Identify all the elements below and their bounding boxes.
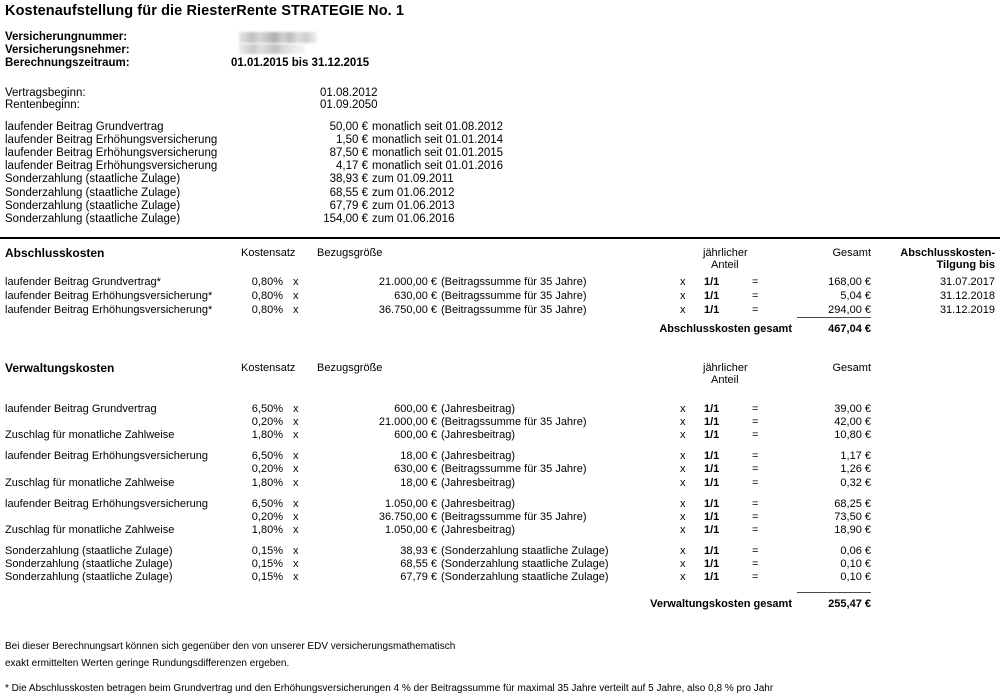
administration-row-share: 1/1 <box>704 463 720 476</box>
acquisition-row-multiply-1: x <box>293 289 299 302</box>
administration-row-multiply-1: x <box>293 403 299 415</box>
administration-row-rate: 0,20% <box>251 463 283 476</box>
administration-row-multiply-1: x <box>293 510 299 523</box>
contribution-name: laufender Beitrag Grundvertrag <box>5 121 164 133</box>
administration-row-base-amount: 36.750,00 € <box>378 510 437 523</box>
administration-row-base-note: (Sonderzahlung staatliche Zulage) <box>441 544 609 557</box>
administration-row-share: 1/1 <box>704 403 720 415</box>
administration-section-title: Verwaltungskosten <box>5 361 115 375</box>
contribution-amount: 4,17 € <box>336 160 368 173</box>
contribution-amount: 87,50 € <box>329 147 368 160</box>
administration-row-base-note: (Sonderzahlung staatliche Zulage) <box>441 558 609 570</box>
administration-row-share: 1/1 <box>704 450 720 463</box>
contribution-period: monatlich seit 01.01.2015 <box>372 147 504 160</box>
administration-row-rate: 0,20% <box>251 416 283 429</box>
period-label: Berechnungszeitraum: <box>5 57 130 69</box>
administration-row-multiply-1: x <box>293 571 299 584</box>
administration-row-share: 1/1 <box>704 510 720 523</box>
acquisition-row-total: 5,04 € <box>840 289 871 302</box>
administration-row-base-amount: 68,55 € <box>400 558 437 570</box>
acquisition-row-base-note: (Beitragssumme für 35 Jahre) <box>441 289 587 302</box>
acquisition-row-total: 168,00 € <box>828 276 871 288</box>
acquisition-row-share: 1/1 <box>704 303 720 316</box>
acquisition-row-base-amount: 21.000,00 € <box>378 276 437 288</box>
administration-row-total: 42,00 € <box>834 416 871 429</box>
administration-row-share: 1/1 <box>704 497 720 510</box>
acquisition-row-rate: 0,80% <box>251 289 283 302</box>
administration-row-label: Sonderzahlung (staatliche Zulage) <box>5 571 173 584</box>
administration-row-rate: 0,15% <box>251 571 283 584</box>
administration-row-multiply-1: x <box>293 463 299 476</box>
administration-row-rate: 1,80% <box>251 523 283 536</box>
contribution-amount: 67,79 € <box>329 199 368 212</box>
administration-total-label: Verwaltungskosten gesamt <box>650 598 792 610</box>
administration-row-label: laufender Beitrag Erhöhungsversicherung <box>5 497 209 510</box>
administration-row-multiply-2: x <box>680 558 686 570</box>
administration-row-share: 1/1 <box>704 571 720 584</box>
policy-number-redaction <box>239 32 317 43</box>
administration-row-base-note: (Jahresbeitrag) <box>441 476 515 489</box>
administration-row-rate: 6,50% <box>251 450 283 463</box>
pension-start-value: 01.09.2050 <box>320 99 378 111</box>
administration-row-multiply-2: x <box>680 544 686 557</box>
pension-start-label: Rentenbeginn: <box>5 99 80 111</box>
administration-row-multiply-2: x <box>680 497 686 510</box>
administration-row-label: Zuschlag für monatliche Zahlweise <box>5 476 175 489</box>
contribution-period: zum 01.09.2011 <box>372 173 454 186</box>
administration-row-rate: 1,80% <box>251 429 283 442</box>
policy-holder-label: Versicherungsnehmer: <box>5 44 130 56</box>
administration-row-equals: = <box>752 403 759 415</box>
administration-row-label: laufender Beitrag Grundvertrag <box>5 403 157 415</box>
contribution-name: Sonderzahlung (staatliche Zulage) <box>5 212 181 225</box>
administration-row-multiply-1: x <box>293 416 299 429</box>
administration-row-multiply-2: x <box>680 571 686 584</box>
acquisition-header-annual-1: jährlicher <box>703 247 748 259</box>
administration-row-equals: = <box>752 523 759 536</box>
administration-row-multiply-1: x <box>293 558 299 570</box>
administration-row-multiply-2: x <box>680 510 686 523</box>
acquisition-row-multiply-2: x <box>680 276 686 288</box>
acquisition-row-multiply-1: x <box>293 276 299 288</box>
administration-row-base-note: (Beitragssumme für 35 Jahre) <box>441 510 587 523</box>
administration-row-label: Zuschlag für monatliche Zahlweise <box>5 523 175 536</box>
administration-header-rate: Kostensatz <box>241 362 296 374</box>
administration-row-multiply-2: x <box>680 463 686 476</box>
administration-row-equals: = <box>752 571 759 584</box>
administration-row-label: laufender Beitrag Erhöhungsversicherung <box>5 450 209 463</box>
administration-row-total: 39,00 € <box>834 403 871 415</box>
contribution-amount: 68,55 € <box>329 186 368 199</box>
administration-row-equals: = <box>752 497 759 510</box>
contribution-period: monatlich seit 01.01.2014 <box>372 134 504 147</box>
administration-row-base-amount: 1.050,00 € <box>385 523 437 536</box>
administration-row-base-note: (Jahresbeitrag) <box>441 497 515 510</box>
administration-row-base-amount: 18,00 € <box>400 476 437 489</box>
administration-row-multiply-1: x <box>293 450 299 463</box>
acquisition-header-total: Gesamt <box>832 247 871 259</box>
administration-row-total: 0,10 € <box>840 571 871 584</box>
administration-row-rate: 1,80% <box>251 476 283 489</box>
acquisition-total-label: Abschlusskosten gesamt <box>659 323 792 335</box>
administration-row-base-amount: 1.050,00 € <box>385 497 437 510</box>
policy-number-label: Versicherungnummer: <box>5 31 128 43</box>
administration-row-total: 18,90 € <box>834 523 871 536</box>
acquisition-row-total: 294,00 € <box>828 303 871 316</box>
acquisition-row-share: 1/1 <box>704 276 720 288</box>
administration-row-rate: 6,50% <box>251 403 283 415</box>
acquisition-row-rate: 0,80% <box>251 303 283 316</box>
contribution-name: Sonderzahlung (staatliche Zulage) <box>5 186 181 199</box>
contribution-amount: 38,93 € <box>329 173 368 186</box>
administration-row-multiply-2: x <box>680 429 686 442</box>
administration-row-multiply-2: x <box>680 450 686 463</box>
contribution-name: Sonderzahlung (staatliche Zulage) <box>5 199 181 212</box>
administration-header-annual-2: Anteil <box>711 374 739 386</box>
administration-row-label: Zuschlag für monatliche Zahlweise <box>5 429 175 442</box>
administration-row-total: 1,26 € <box>840 463 871 476</box>
administration-row-equals: = <box>752 416 759 429</box>
administration-row-total: 73,50 € <box>834 510 871 523</box>
administration-row-base-amount: 67,79 € <box>400 571 437 584</box>
administration-row-total: 10,80 € <box>834 429 871 442</box>
administration-row-multiply-2: x <box>680 403 686 415</box>
administration-total-value: 255,47 € <box>828 598 871 610</box>
acquisition-row-equals: = <box>752 289 759 302</box>
acquisition-row-label: laufender Beitrag Grundvertrag* <box>5 276 161 288</box>
administration-row-multiply-1: x <box>293 476 299 489</box>
acquisition-row-label: laufender Beitrag Erhöhungsversicherung* <box>5 289 213 302</box>
administration-row-base-amount: 600,00 € <box>394 429 437 442</box>
administration-row-base-note: (Beitragssumme für 35 Jahre) <box>441 463 587 476</box>
administration-total-rule <box>797 592 871 593</box>
acquisition-row-multiply-2: x <box>680 303 686 316</box>
administration-row-share: 1/1 <box>704 429 720 442</box>
administration-header-total: Gesamt <box>832 362 871 374</box>
administration-row-multiply-1: x <box>293 429 299 442</box>
page-title: Kostenaufstellung für die RiesterRente STRATEGIE No. 1 <box>5 3 405 19</box>
administration-row-share: 1/1 <box>704 416 720 429</box>
administration-row-base-note: (Jahresbeitrag) <box>441 450 515 463</box>
administration-row-equals: = <box>752 558 759 570</box>
acquisition-row-base-amount: 630,00 € <box>394 289 437 302</box>
administration-row-base-amount: 21.000,00 € <box>378 416 437 429</box>
footnote-rounding-line1: Bei dieser Berechnungsart können sich gegenüber den von unserer EDV versicherungsmathematisch <box>5 641 456 652</box>
acquisition-row-multiply-1: x <box>293 303 299 316</box>
administration-row-equals: = <box>752 510 759 523</box>
administration-row-multiply-1: x <box>293 544 299 557</box>
contribution-period: monatlich seit 01.08.2012 <box>372 121 504 133</box>
administration-row-share: 1/1 <box>704 544 720 557</box>
administration-row-share: 1/1 <box>704 523 720 536</box>
administration-row-multiply-1: x <box>293 497 299 510</box>
footnote-rounding-line2: exakt ermittelten Werten geringe Rundungsdifferenzen ergeben. <box>5 658 290 669</box>
contract-start-value: 01.08.2012 <box>320 87 378 99</box>
administration-row-base-amount: 18,00 € <box>400 450 437 463</box>
contribution-name: laufender Beitrag Erhöhungsversicherung <box>5 134 218 147</box>
administration-row-base-note: (Jahresbeitrag) <box>441 403 515 415</box>
administration-row-base-note: (Beitragssumme für 35 Jahre) <box>441 416 587 429</box>
acquisition-section-title: Abschlusskosten <box>5 246 105 260</box>
administration-row-total: 1,17 € <box>840 450 871 463</box>
acquisition-total-value: 467,04 € <box>828 323 871 335</box>
administration-row-equals: = <box>752 463 759 476</box>
administration-row-multiply-2: x <box>680 476 686 489</box>
acquisition-row-share: 1/1 <box>704 289 720 302</box>
administration-header-base: Bezugsgröße <box>317 362 383 374</box>
administration-row-total: 0,06 € <box>840 544 871 557</box>
acquisition-row-base-amount: 36.750,00 € <box>378 303 437 316</box>
contribution-name: Sonderzahlung (staatliche Zulage) <box>5 173 181 186</box>
acquisition-row-repay-date: 31.07.2017 <box>939 276 995 288</box>
section-divider-acquisition <box>0 237 1000 239</box>
contribution-period: zum 01.06.2016 <box>372 212 455 225</box>
contract-start-label: Vertragsbeginn: <box>5 87 86 99</box>
administration-row-share: 1/1 <box>704 476 720 489</box>
contribution-period: zum 01.06.2013 <box>372 199 455 212</box>
administration-row-share: 1/1 <box>704 558 720 570</box>
acquisition-header-repay-1: Abschlusskosten- <box>900 247 995 259</box>
administration-row-base-amount: 38,93 € <box>400 544 437 557</box>
acquisition-row-rate: 0,80% <box>251 276 283 288</box>
administration-row-base-note: (Jahresbeitrag) <box>441 523 515 536</box>
administration-row-multiply-2: x <box>680 523 686 536</box>
acquisition-total-rule <box>797 317 871 318</box>
administration-header-annual-1: jährlicher <box>703 362 748 374</box>
administration-row-equals: = <box>752 544 759 557</box>
acquisition-row-repay-date: 31.12.2018 <box>939 289 995 302</box>
acquisition-row-base-note: (Beitragssumme für 35 Jahre) <box>441 303 587 316</box>
policy-holder-redaction <box>239 44 305 54</box>
administration-row-label: Sonderzahlung (staatliche Zulage) <box>5 544 173 557</box>
administration-row-total: 68,25 € <box>834 497 871 510</box>
administration-row-multiply-1: x <box>293 523 299 536</box>
administration-row-label: Sonderzahlung (staatliche Zulage) <box>5 558 173 570</box>
administration-row-multiply-2: x <box>680 416 686 429</box>
acquisition-row-label: laufender Beitrag Erhöhungsversicherung* <box>5 303 213 316</box>
acquisition-header-base: Bezugsgröße <box>317 247 383 259</box>
contribution-period: zum 01.06.2012 <box>372 186 455 199</box>
administration-row-equals: = <box>752 450 759 463</box>
acquisition-header-annual-2: Anteil <box>711 259 739 271</box>
contribution-name: laufender Beitrag Erhöhungsversicherung <box>5 147 218 160</box>
administration-row-equals: = <box>752 429 759 442</box>
acquisition-row-multiply-2: x <box>680 289 686 302</box>
acquisition-header-rate: Kostensatz <box>241 247 296 259</box>
administration-row-base-amount: 630,00 € <box>394 463 437 476</box>
acquisition-row-repay-date: 31.12.2019 <box>939 303 995 316</box>
administration-row-rate: 0,15% <box>251 558 283 570</box>
administration-row-total: 0,10 € <box>840 558 871 570</box>
footnote-asterisk: * Die Abschlusskosten betragen beim Grundvertrag und den Erhöhungsversicherungen 4 % der Beitragssumme für maximal 35 Jahre verteilt auf 5 Jahre, also 0,8 % pro Jahr <box>5 683 774 694</box>
contribution-amount: 50,00 € <box>329 121 368 133</box>
administration-row-total: 0,32 € <box>840 476 871 489</box>
contribution-amount: 1,50 € <box>336 134 368 147</box>
administration-row-equals: = <box>752 476 759 489</box>
contribution-period: monatlich seit 01.01.2016 <box>372 160 504 173</box>
administration-row-base-note: (Jahresbeitrag) <box>441 429 515 442</box>
acquisition-row-equals: = <box>752 276 759 288</box>
administration-row-rate: 0,20% <box>251 510 283 523</box>
acquisition-row-equals: = <box>752 303 759 316</box>
contribution-amount: 154,00 € <box>323 212 368 225</box>
period-value: 01.01.2015 bis 31.12.2015 <box>231 57 370 69</box>
acquisition-row-base-note: (Beitragssumme für 35 Jahre) <box>441 276 587 288</box>
administration-row-base-amount: 600,00 € <box>394 403 437 415</box>
administration-row-rate: 6,50% <box>251 497 283 510</box>
contribution-name: laufender Beitrag Erhöhungsversicherung <box>5 160 218 173</box>
acquisition-header-repay-2: Tilgung bis <box>936 259 995 271</box>
administration-row-rate: 0,15% <box>251 544 283 557</box>
administration-row-base-note: (Sonderzahlung staatliche Zulage) <box>441 571 609 584</box>
